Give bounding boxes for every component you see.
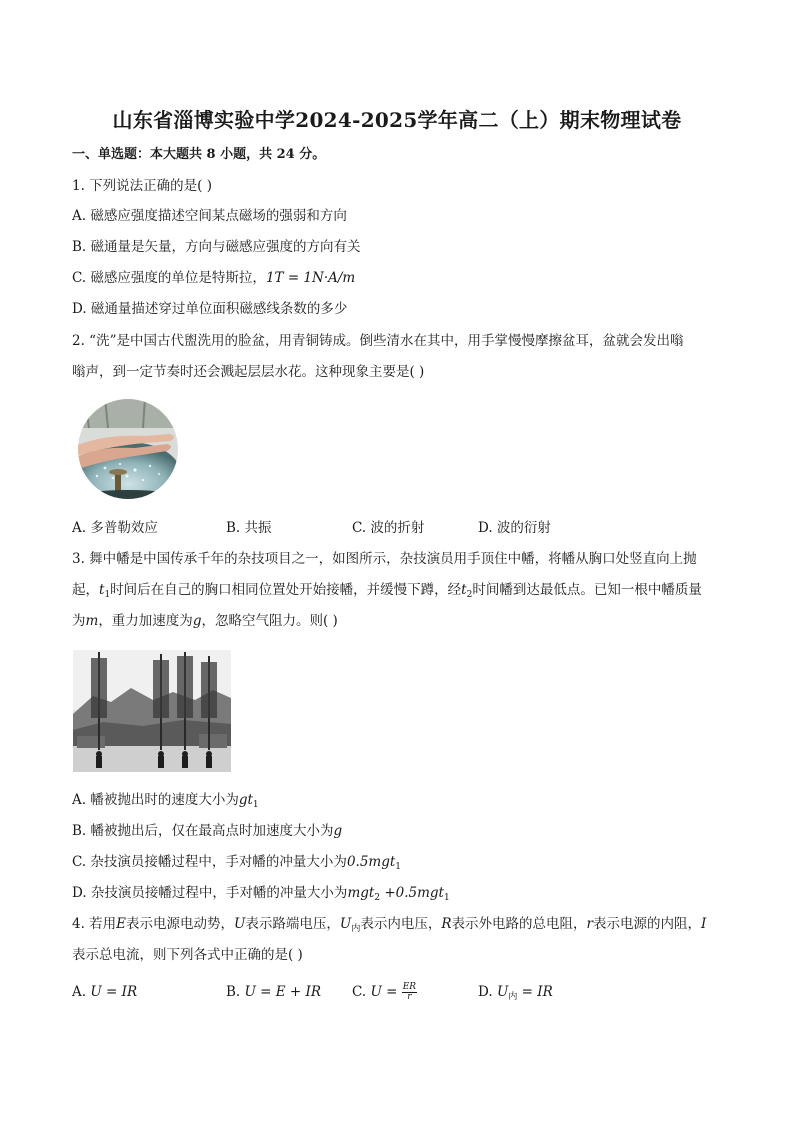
q4-option-label: C. (352, 984, 371, 1000)
q3-option-text: A. 幡被抛出时的速度大小为 (72, 792, 239, 808)
q4-option-c (352, 982, 417, 1002)
q4-option-b (226, 982, 321, 1002)
q3-sub: 2 (374, 893, 381, 903)
q4-option-a (72, 982, 137, 1002)
q4-option-math: U = (370, 984, 402, 1000)
q1-option-c (72, 268, 355, 288)
q3-sub: 1 (252, 800, 259, 810)
q3-option-c (72, 852, 401, 877)
q4-var: R (441, 916, 452, 932)
q4-option-math: U = IR (90, 984, 138, 1000)
q2-option-c: C. 波的折射 (352, 520, 425, 536)
q2-option-a: A. 多普勒效应 (72, 520, 158, 536)
bronze-basin-photo (75, 398, 181, 500)
q3-sub: 1 (444, 893, 450, 903)
q4-sub: 内 (351, 924, 361, 934)
q4-text: 表示电源电动势， (126, 916, 235, 932)
q4-text: 表示内电压， (360, 916, 442, 932)
zhongfan-acrobatics-photo (73, 650, 231, 772)
q3-text: ，忽略空气阻力。则( ) (201, 613, 338, 629)
q4-text: 表示电源的内阻， (592, 916, 701, 932)
q4-option-d (478, 982, 553, 1007)
q3-sub: 1 (104, 590, 111, 600)
q4-var: I (700, 916, 707, 932)
q4-text: 4. 若用 (72, 916, 117, 932)
q4-text: 表示路端电压， (245, 916, 340, 932)
q3-text: ，重力加速度为 (98, 613, 193, 629)
fraction-denominator: r (407, 992, 412, 1002)
q4-sub: 内 (508, 992, 518, 1002)
q3-option-text: C. 杂技演员接幡过程中，手对幡的冲量大小为 (72, 854, 347, 870)
q3-text: 时间后在自己的胸口相同位置处开始接幡，并缓慢下蹲，经 (110, 582, 462, 598)
section-heading: 一、单选题：本大题共 8 小题，共 24 分。 (72, 147, 326, 162)
q3-text: 时间幡到达最低点。已知一根中幡质量 (472, 582, 702, 598)
q3-var-t: t (461, 582, 467, 598)
q3-option-math: +0.5mgt (380, 885, 444, 901)
q4-var: U (234, 916, 246, 932)
page-title: 山东省淄博实验中学2024-2025学年高二（上）期末物理试卷 (112, 108, 682, 132)
q4-var: U (339, 916, 352, 932)
q4-stem-line1 (72, 914, 706, 939)
q2-option-d: D. 波的衍射 (478, 520, 551, 536)
q1-option-b: B. 磁通量是矢量，方向与磁感应强度的方向有关 (72, 239, 361, 255)
q4-var: E (116, 916, 127, 932)
q3-sub: 2 (466, 590, 473, 600)
q4-option-math: U = E + IR (244, 984, 322, 1000)
q2-option-b: B. 共振 (226, 520, 272, 536)
q3-option-math: gt (238, 792, 253, 808)
q3-var-t: t (99, 582, 105, 598)
q4-option-math: U (496, 984, 509, 1000)
q3-option-math: mgt (347, 885, 375, 901)
q3-option-text: B. 幡被抛出后，仅在最高点时加速度大小为 (72, 823, 334, 839)
q3-stem-line1: 3. 舞中幡是中国传承千年的杂技项目之一，如图所示，杂技演员用手顶住中幡，将幡从胸口处竖直向上抛 (72, 551, 697, 567)
q4-option-label: B. (226, 984, 245, 1000)
q3-option-math: 0.5mgt (346, 854, 396, 870)
fraction-numerator: ER (402, 982, 417, 992)
q3-stem-line2 (72, 580, 702, 605)
q3-var-m: m (85, 613, 99, 629)
q4-stem-line2: 表示总电流，则下列各式中正确的是( ) (72, 947, 303, 963)
q3-option-b (72, 821, 342, 841)
q3-sub: 1 (395, 862, 402, 872)
q4-option-label: D. (478, 984, 497, 1000)
q1-option-a: A. 磁感应强度描述空间某点磁场的强弱和方向 (72, 208, 347, 224)
q3-option-text: D. 杂技演员接幡过程中，手对幡的冲量大小为 (72, 885, 348, 901)
q4-fraction (402, 983, 417, 1002)
q4-option-math: = IR (517, 984, 553, 1000)
q3-var-g: g (192, 613, 202, 629)
q3-option-d (72, 883, 450, 908)
q1-option-d: D. 磁通量描述穿过单位面积磁感线条数的多少 (72, 301, 348, 317)
q2-stem-line1: 2. “洗”是中国古代盥洗用的脸盆，用青铜铸成。倒些清水在其中，用手掌慢慢摩擦盆耳，盆就会发出嗡 (72, 333, 684, 349)
q3-option-math: g (333, 823, 343, 839)
q1-option-c-math: 1T = 1N·A/m (265, 270, 356, 286)
q3-option-a (72, 790, 259, 815)
q4-option-label: A. (72, 984, 91, 1000)
q1-option-c-text: C. 磁感应强度的单位是特斯拉， (72, 270, 266, 286)
q2-stem-line2: 嗡声，到一定节奏时还会溅起层层水花。这种现象主要是( ) (72, 364, 425, 380)
q3-text: 为 (72, 613, 86, 629)
q1-stem: 1. 下列说法正确的是( ) (72, 178, 212, 194)
q3-stem-line3 (72, 611, 338, 631)
q4-var: r (586, 916, 593, 932)
q3-text: 起， (72, 582, 99, 598)
q4-text: 表示外电路的总电阻， (451, 916, 587, 932)
